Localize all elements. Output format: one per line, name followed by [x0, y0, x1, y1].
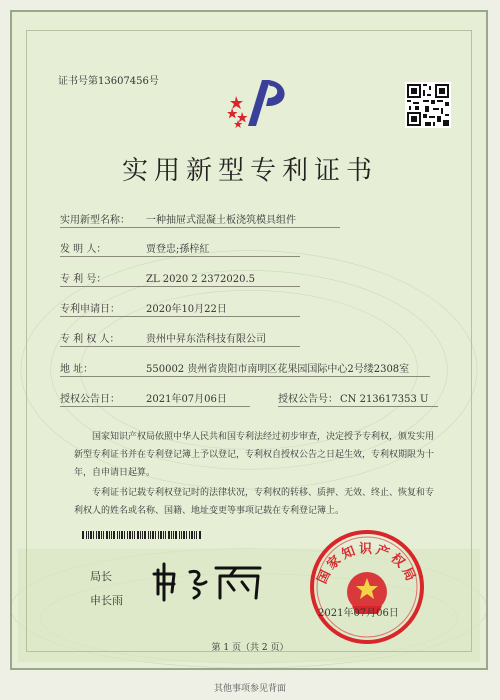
barcode-bar [168, 531, 170, 539]
barcode-bar [194, 531, 195, 539]
barcode-bar [111, 531, 112, 539]
field-label: 地 址： [60, 364, 94, 375]
field-label: 实用新型名称： [60, 215, 130, 226]
certificate-number: 证书号第13607456号 [58, 76, 159, 87]
barcode-bar [88, 531, 89, 539]
barcode-bar [121, 531, 123, 539]
address-row [60, 360, 409, 375]
barcode-bar [101, 531, 102, 539]
official-seal-stamp [308, 528, 426, 646]
filing-date: 2020年10月22日 [146, 304, 227, 315]
legal-line: 专利证书记载专利权登记时的法律状况，专利权的转移、质押、无效、终止、恢复和专 [92, 488, 435, 498]
barcode-icon [82, 531, 202, 539]
svg-text:国家知识产权局: 国家知识产权局 [314, 542, 420, 587]
barcode-bar [155, 531, 156, 539]
barcode-bar [103, 531, 104, 539]
certificate-title: 实用新型专利证书 [121, 156, 378, 186]
field-label: 发 明 人： [60, 244, 107, 255]
grant-number: CN 213617353 U [340, 394, 429, 405]
barcode-bar [119, 531, 120, 539]
barcode-bar [165, 531, 166, 539]
field-label: 专利申请日： [60, 304, 120, 315]
barcode-bar [158, 531, 159, 539]
barcode-bar [140, 531, 141, 539]
barcode-bar [124, 531, 125, 539]
grant-date: 2021年07月06日 [146, 394, 227, 405]
barcode-bar [82, 531, 84, 539]
inventor-row [60, 240, 209, 255]
legal-line: 年，自申请日起算。 [74, 468, 156, 478]
barcode-bar [163, 531, 164, 539]
field-underline [60, 376, 430, 377]
bureau-title: 局长 [90, 570, 112, 583]
field-label: 授权公告日： [60, 394, 120, 405]
barcode-bar [196, 531, 197, 539]
patentee-row [60, 330, 266, 345]
barcode-bar [175, 531, 177, 539]
grant-date-row [60, 390, 227, 405]
barcode-bar [186, 531, 187, 539]
barcode-bar [129, 531, 131, 539]
barcode-bar [109, 531, 110, 539]
barcode-bar [134, 531, 135, 539]
legal-line: 国家知识产权局依照中华人民共和国专利法经过初步审查，决定授予专利权，颁发实用 [92, 432, 435, 442]
barcode-bar [96, 531, 97, 539]
barcode-bar [113, 531, 115, 539]
field-underline [60, 286, 300, 287]
barcode-bar [148, 531, 149, 539]
utility-model-name-row [60, 211, 296, 226]
legal-line: 利权人的姓名或名称、国籍、地址变更等事项记载在专利登记簿上。 [74, 506, 345, 516]
barcode-bar [98, 531, 100, 539]
barcode-bar [127, 531, 128, 539]
bureau-signature-block [90, 568, 123, 608]
barcode-bar [189, 531, 190, 539]
field-label: 专 利 号： [60, 274, 107, 285]
barcode-bar [142, 531, 143, 539]
patent-number-row [60, 270, 255, 285]
filing-date-row [60, 300, 227, 315]
barcode-bar [160, 531, 162, 539]
barcode-bar [171, 531, 172, 539]
barcode-bar [117, 531, 118, 539]
field-underline [60, 346, 300, 347]
barcode-bar [150, 531, 151, 539]
field-underline [60, 227, 340, 228]
legal-paragraph-1 [74, 428, 454, 482]
barcode-bar [90, 531, 92, 539]
field-underline [60, 256, 300, 257]
field-underline [60, 406, 250, 407]
address: 550002 贵州省贵阳市南明区花果园国际中心2号缕2308室 [146, 364, 410, 375]
barcode-bar [181, 531, 182, 539]
barcode-bar [86, 531, 87, 539]
barcode-bar [132, 531, 133, 539]
field-label: 专 利 权 人： [60, 334, 120, 345]
grant-number-row [278, 390, 428, 405]
barcode-bar [152, 531, 154, 539]
field-underline [60, 316, 300, 317]
legal-line: 新型专利证书并在专利登记簿上予以登记，专利权自授权公告之日起生效，专利权期限为十 [74, 450, 435, 460]
barcode-bar [173, 531, 174, 539]
bureau-name: 申长雨 [90, 594, 123, 607]
handwritten-signature [150, 560, 270, 602]
utility-model-name: 一种抽屉式混凝土板浇筑模具组件 [146, 215, 296, 226]
patent-number: ZL 2020 2 2372020.5 [146, 274, 256, 285]
back-note: 其他事项参见背面 [213, 684, 286, 694]
qr-code-icon [405, 82, 451, 128]
barcode-bar [191, 531, 193, 539]
seal-date: 2021年07月06日 [318, 608, 399, 619]
barcode-bar [183, 531, 185, 539]
inventor-names: 贾登忠;孫梓紅 [146, 244, 210, 255]
patentee: 贵州中昇东浩科技有限公司 [146, 334, 266, 345]
barcode-bar [137, 531, 139, 539]
barcode-bar [106, 531, 108, 539]
page-indicator: 第 1 页（共 2 页） [211, 643, 289, 653]
barcode-bar [179, 531, 180, 539]
barcode-bar [144, 531, 146, 539]
barcode-bar [93, 531, 94, 539]
legal-paragraph-2 [74, 484, 454, 520]
barcode-bar [199, 531, 201, 539]
field-label: 授权公告号： [278, 394, 338, 405]
patent-office-emblem-icon [226, 74, 296, 130]
field-underline [278, 406, 438, 407]
